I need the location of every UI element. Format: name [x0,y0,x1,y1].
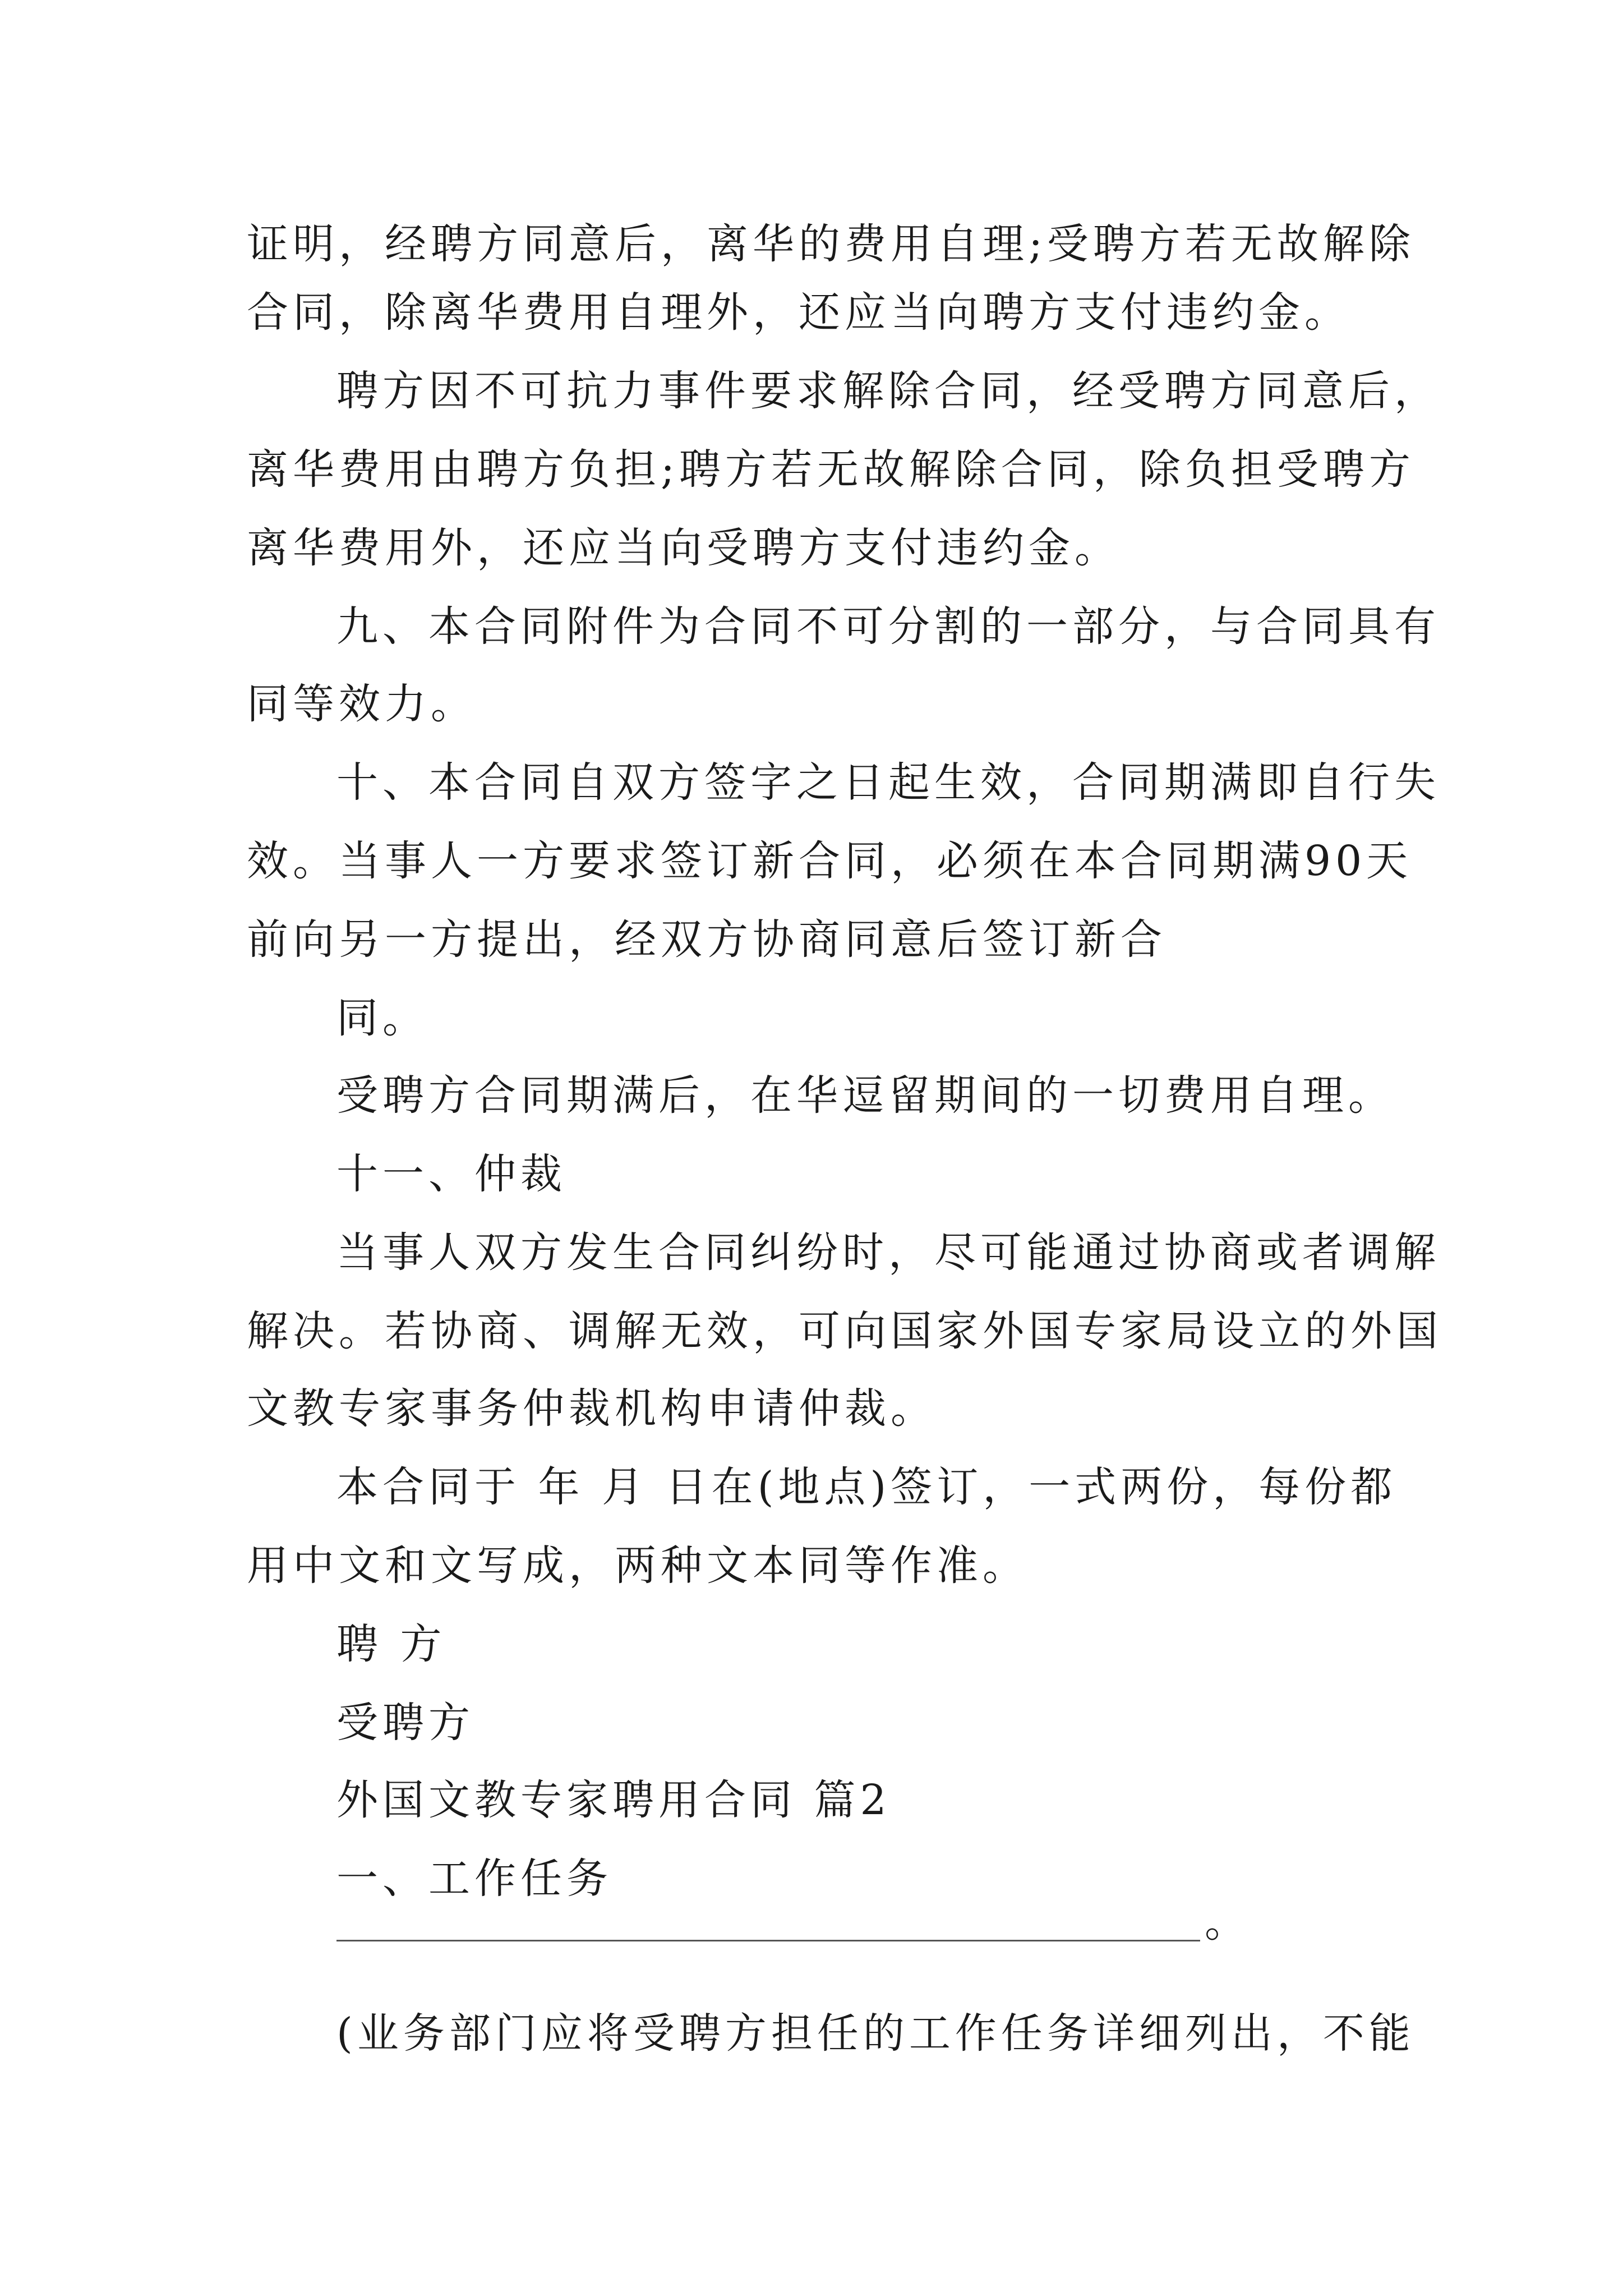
paragraph-line: 受聘方合同期满后，在华逗留期间的一切费用自理。 [336,1071,1394,1120]
paragraph-line: 当事人双方发生合同纠纷时，尽可能通过协商或者调解 [336,1228,1440,1277]
paragraph-line: 文教专家事务仲裁机构申请仲裁。 [247,1384,937,1433]
paragraph-line: 本合同于 年 月 日在(地点)签订，一式两份，每份都 [336,1463,1397,1511]
signature-label-employee: 受聘方 [336,1699,474,1747]
paragraph-line: 九、本合同附件为合同不可分割的一部分，与合同具有 [336,602,1440,651]
paragraph-line: 前向另一方提出，经双方协商同意后签订新合 [247,915,1166,964]
section-heading: 十一、仲裁 [336,1150,566,1198]
paragraph-line: 同。 [336,994,428,1042]
paragraph-line: 离华费用外，还应当向受聘方支付违约金。 [247,524,1121,572]
paragraph-line: 同等效力。 [247,680,477,728]
paragraph-line: 合同，除离华费用自理外，还应当向聘方支付违约金。 [247,288,1350,337]
paragraph-line: 解决。若协商、调解无效，可向国家外国专家局设立的外国 [247,1307,1442,1355]
paragraph-line: 聘方因不可抗力事件要求解除合同，经受聘方同意后， [336,367,1440,415]
paragraph-line: 证明，经聘方同意后，离华的费用自理;受聘方若无故解除 [247,220,1415,268]
document-title: 外国文教专家聘用合同 篇2 [336,1776,891,1824]
paragraph-line: 用中文和文写成，两种文本同等作准。 [247,1542,1029,1590]
paragraph-line: 十、本合同自双方签字之日起生效，合同期满即自行失 [336,758,1440,807]
paragraph-line: 效。当事人一方要求签订新合同，必须在本合同期满90天 [247,837,1413,885]
paragraph-line: 离华费用由聘方负担;聘方若无故解除合同，除负担受聘方 [247,445,1415,494]
paragraph-line: (业务部门应将受聘方担任的工作任务详细列出，不能 [336,2009,1415,2058]
section-heading: 一、工作任务 [336,1855,612,1903]
signature-label-employer: 聘 方 [336,1620,446,1668]
blank-end-punctuation: 。 [1205,1898,1246,1947]
fill-in-blank-underline [336,1940,1200,1941]
